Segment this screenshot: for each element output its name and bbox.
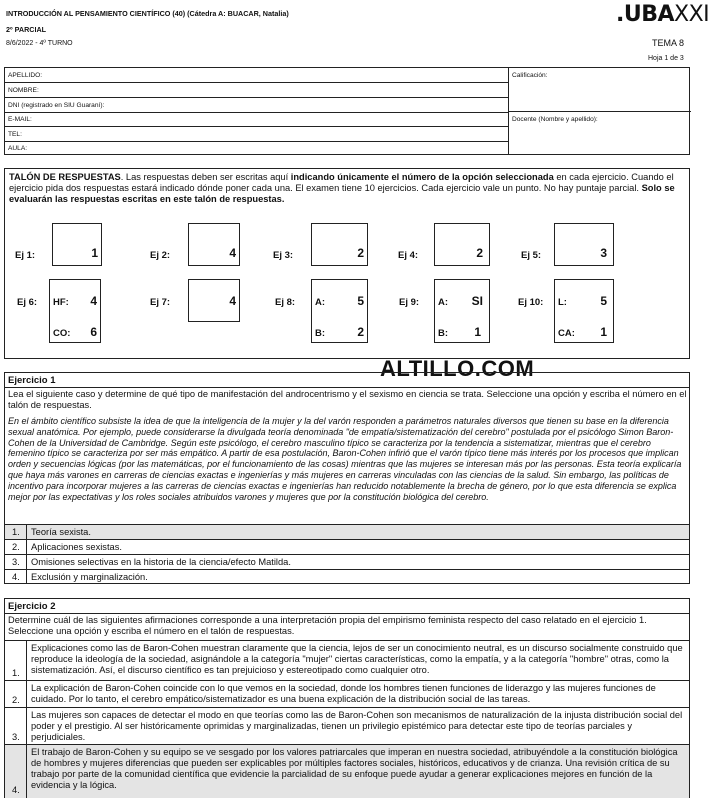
logo-suffix: XXI bbox=[674, 2, 709, 27]
exercise-1-title: Ejercicio 1 bbox=[8, 375, 56, 386]
option-text: El trabajo de Baron-Cohen y su equipo se ve sesgado por los valores patriarcales que imperan en nuestra sociedad, atribuyéndole a la constitución biológica de hombres y mujeres diferencias que pueden ser explicables por múltiples factores sociales, históricos, educativos y de crianza. Una revisión crítica de su trabajo por parte de la comunidad científica que evidencie la parcialidad de su enfoque puede ayudar a generar explicaciones mejores en función de la evidencia y la lógica. bbox=[31, 747, 678, 790]
field-calificacion[interactable]: Calificación: bbox=[508, 68, 691, 112]
field-apellido[interactable]: APELLIDO: bbox=[5, 68, 508, 83]
option-number-text: 4. bbox=[12, 785, 20, 795]
ej10-a-value: 5 bbox=[600, 294, 607, 308]
option-number-text: 1. bbox=[12, 668, 20, 678]
intro-part-1: . Las respuestas deben ser escritas aquí bbox=[120, 172, 291, 182]
ej9-answer-box[interactable] bbox=[434, 279, 490, 343]
ej7-value: 4 bbox=[229, 294, 236, 308]
exercise-2-title: Ejercicio 2 bbox=[8, 601, 56, 612]
exercise-2-option-4[interactable] bbox=[5, 744, 689, 798]
option-number bbox=[5, 525, 27, 539]
ej6-answer-box[interactable] bbox=[49, 279, 101, 343]
option-text: Exclusión y marginalización. bbox=[31, 572, 148, 582]
ej3-answer-box[interactable] bbox=[311, 223, 368, 266]
ej8-a-label: A: bbox=[315, 297, 326, 308]
option-text: Aplicaciones sexistas. bbox=[31, 542, 122, 552]
exercise-2 bbox=[4, 598, 690, 798]
option-number bbox=[5, 641, 27, 680]
exam-name: 2º PARCIAL bbox=[6, 25, 47, 34]
answer-sheet-intro bbox=[9, 172, 685, 205]
field-docente[interactable]: Docente (Nombre y apellido): bbox=[508, 112, 691, 154]
exam-date: 8/6/2022 - 4º TURNO bbox=[6, 40, 73, 47]
ej6-b-label: CO: bbox=[53, 328, 71, 339]
ej8-answer-box[interactable] bbox=[311, 279, 368, 343]
ej1-value: 1 bbox=[91, 246, 98, 260]
exercise-2-prompt: Determine cuál de las siguientes afirmaciones corresponde a una interpretación propia del empirismo feminista respecto del caso relatado en el ejercicio 1. Seleccione una opción y escriba el número en el talón de respuestas. bbox=[8, 615, 647, 636]
ej10-answer-box[interactable] bbox=[554, 279, 614, 343]
ej9-a-label: A: bbox=[438, 297, 449, 308]
option-number-text: 4. bbox=[12, 572, 20, 582]
ej8-b-label: B: bbox=[315, 328, 326, 339]
field-email[interactable]: E-MAIL: bbox=[5, 112, 508, 127]
ej6-a-label: HF: bbox=[53, 297, 69, 308]
ej3-value: 2 bbox=[357, 246, 364, 260]
exercise-2-option-2[interactable] bbox=[5, 680, 689, 707]
option-text: Explicaciones como las de Baron-Cohen muestran claramente que la ciencia, lejos de ser un conocimiento neutral, es un discurso socialmente construido que reproduce la ideología de la sociedad, asignándole a la categoría "mujer" ciertas características, como la empatía, y a la categoría "hombre" otras, como la sistematización. Así, el discurso científico es tan prejuicioso y estereotipado como cualquier otro. bbox=[31, 643, 683, 675]
field-aula[interactable]: AULA: bbox=[8, 145, 28, 152]
ej6-a-value: 4 bbox=[90, 294, 97, 308]
ej8-a-value: 5 bbox=[357, 294, 364, 308]
logo-main: .UBA bbox=[616, 2, 675, 27]
ej5-answer-box[interactable] bbox=[554, 223, 614, 266]
option-text: Teoría sexista. bbox=[31, 527, 91, 537]
option-number bbox=[5, 681, 27, 707]
option-number bbox=[5, 540, 27, 554]
answer-sheet-title: TALÓN DE RESPUESTAS bbox=[9, 172, 121, 182]
ej8-b-value: 2 bbox=[357, 325, 364, 339]
ej9-b-label: B: bbox=[438, 328, 449, 339]
watermark: ALTILLO.COM bbox=[380, 356, 535, 381]
ej2-answer-box[interactable] bbox=[188, 223, 240, 266]
ej9-label: Ej 9: bbox=[399, 297, 420, 308]
uba-logo bbox=[616, 2, 709, 27]
exercise-2-option-3[interactable] bbox=[5, 707, 689, 744]
exercise-1-option-4[interactable] bbox=[5, 569, 689, 584]
ej8-label: Ej 8: bbox=[275, 297, 296, 308]
exercise-1-option-3[interactable] bbox=[5, 554, 689, 569]
field-dni[interactable]: DNI (registrado en SIU Guaraní): bbox=[5, 98, 508, 113]
option-number-text: 3. bbox=[12, 557, 20, 567]
exercise-1-case: En el ámbito científico subsiste la idea de que la inteligencia de la mujer y la del varón responden a parámetros naturales diversos que tienen su base en la diferencia sexual anatómica. Por ejemplo, puede considerarse la divulgada teoría denominada "de empatía/sistematización del cerebro" postulada por el psicólogo Simon Baron-Cohen de la Universidad de Cambridge. Según este psicólogo, el cerebro masculino típico se caracteriza por la tendencia a sistematizar, mientras que el cerebro femenino típico se caracteriza por ser más empático. A partir de esa postulación, Baron-Cohen infirió que el varón típico tiene más interés por los procesos que implican orden y secuencias lógicas (por las matemáticas, por el funcionamiento de las cosas) mientras que las mujeres se interesan más por las personas. Esta teoría explicaría que haya más varones en carreras de ciencias exactas e ingenierías y más mujeres en carreras vinculadas con las ciencias de la salud. Sin embargo, las políticas de incentivo para incorporar mujeres a las carreras de ciencias exactas e ingenierías han reducido notablemente la brecha de género, por lo que esta diferencia se explica mejor por las expectativas y los roles sociales atribuidos varones y mujeres que por la constitución biológica del cerebro. bbox=[8, 416, 682, 502]
exercise-2-option-1[interactable] bbox=[5, 640, 689, 680]
course-title: INTRODUCCIÓN AL PENSAMIENTO CIENTÍFICO (40) (Cátedra A: BUACAR, Natalia) bbox=[6, 9, 289, 18]
ej7-label: Ej 7: bbox=[150, 297, 171, 308]
exercise-1 bbox=[4, 372, 690, 584]
option-text: La explicación de Baron-Cohen coincide con lo que vemos en la sociedad, donde los hombres tienen funciones de liderazgo y las mujeres funciones de cuidado. Por lo tanto, el cerebro empático/sistematizador es una buena explicación de la distribución social de las tareas. bbox=[31, 683, 656, 704]
option-number-text: 1. bbox=[12, 527, 20, 537]
option-text: Las mujeres son capaces de detectar el modo en que teorías como las de Baron-Cohen son mecanismos de naturalización de la injusta distribución social del poder y el prestigio. Al ser históricamente oprimidas y marginalizadas, tienen un privilegio epistémico para detectar este tipo de teorías parciales y perjudiciales. bbox=[31, 710, 683, 742]
answer-sheet bbox=[4, 168, 690, 359]
ej1-label: Ej 1: bbox=[15, 250, 36, 261]
option-number-text: 3. bbox=[12, 732, 20, 742]
exercise-1-option-2[interactable] bbox=[5, 539, 689, 554]
ej10-b-value: 1 bbox=[600, 325, 607, 339]
ej6-label: Ej 6: bbox=[17, 297, 38, 308]
option-number-text: 2. bbox=[12, 542, 20, 552]
ej7-answer-box[interactable] bbox=[188, 279, 240, 322]
option-number bbox=[5, 555, 27, 569]
ej10-b-label: CA: bbox=[558, 328, 575, 339]
ej10-label: Ej 10: bbox=[518, 297, 544, 308]
ej4-answer-box[interactable] bbox=[434, 223, 490, 266]
ej5-value: 3 bbox=[600, 246, 607, 260]
intro-bold: indicando únicamente el número de la opción seleccionada bbox=[290, 172, 554, 182]
ej4-label: Ej 4: bbox=[398, 250, 419, 261]
ej5-label: Ej 5: bbox=[521, 250, 542, 261]
ej10-a-label: L: bbox=[558, 297, 567, 308]
intro-bold-end: Solo se evaluarán las respuestas escritas en este talón de respuestas. bbox=[9, 183, 675, 204]
ej9-a-value: SI bbox=[471, 294, 483, 308]
ej6-b-value: 6 bbox=[90, 325, 97, 339]
ej2-value: 4 bbox=[229, 246, 236, 260]
option-number-text: 2. bbox=[12, 695, 20, 705]
option-number bbox=[5, 708, 27, 744]
ej9-b-value: 1 bbox=[474, 325, 481, 339]
ej4-value: 2 bbox=[476, 246, 483, 260]
exercise-1-prompt: Lea el siguiente caso y determine de qué tipo de manifestación del androcentrismo y el sexismo en ciencia se trata. Seleccione una opción y escriba el número en el talón de respuestas. bbox=[8, 389, 687, 410]
ej2-label: Ej 2: bbox=[150, 250, 171, 261]
option-number bbox=[5, 570, 27, 584]
option-number bbox=[5, 745, 27, 798]
tema-label: TEMA 8 bbox=[652, 38, 685, 48]
page-indicator: Hoja 1 de 3 bbox=[648, 55, 684, 62]
option-text: Omisiones selectivas en la historia de la ciencia/efecto Matilda. bbox=[31, 557, 291, 567]
field-nombre[interactable]: NOMBRE: bbox=[5, 83, 508, 98]
student-info-table bbox=[4, 67, 690, 155]
field-tel[interactable]: TEL: bbox=[5, 127, 508, 142]
intro-part-2: en cada ejercicio. Cuando el ejercicio pida dos respuestas estará indicado dónde poner cada una. El examen tiene 10 ejercicios. Cada ejercicio vale un punto. No hay puntaje parcial. bbox=[9, 172, 674, 193]
ej3-label: Ej 3: bbox=[273, 250, 294, 261]
exercise-1-option-1[interactable] bbox=[5, 524, 689, 539]
ej1-answer-box[interactable] bbox=[52, 223, 102, 266]
